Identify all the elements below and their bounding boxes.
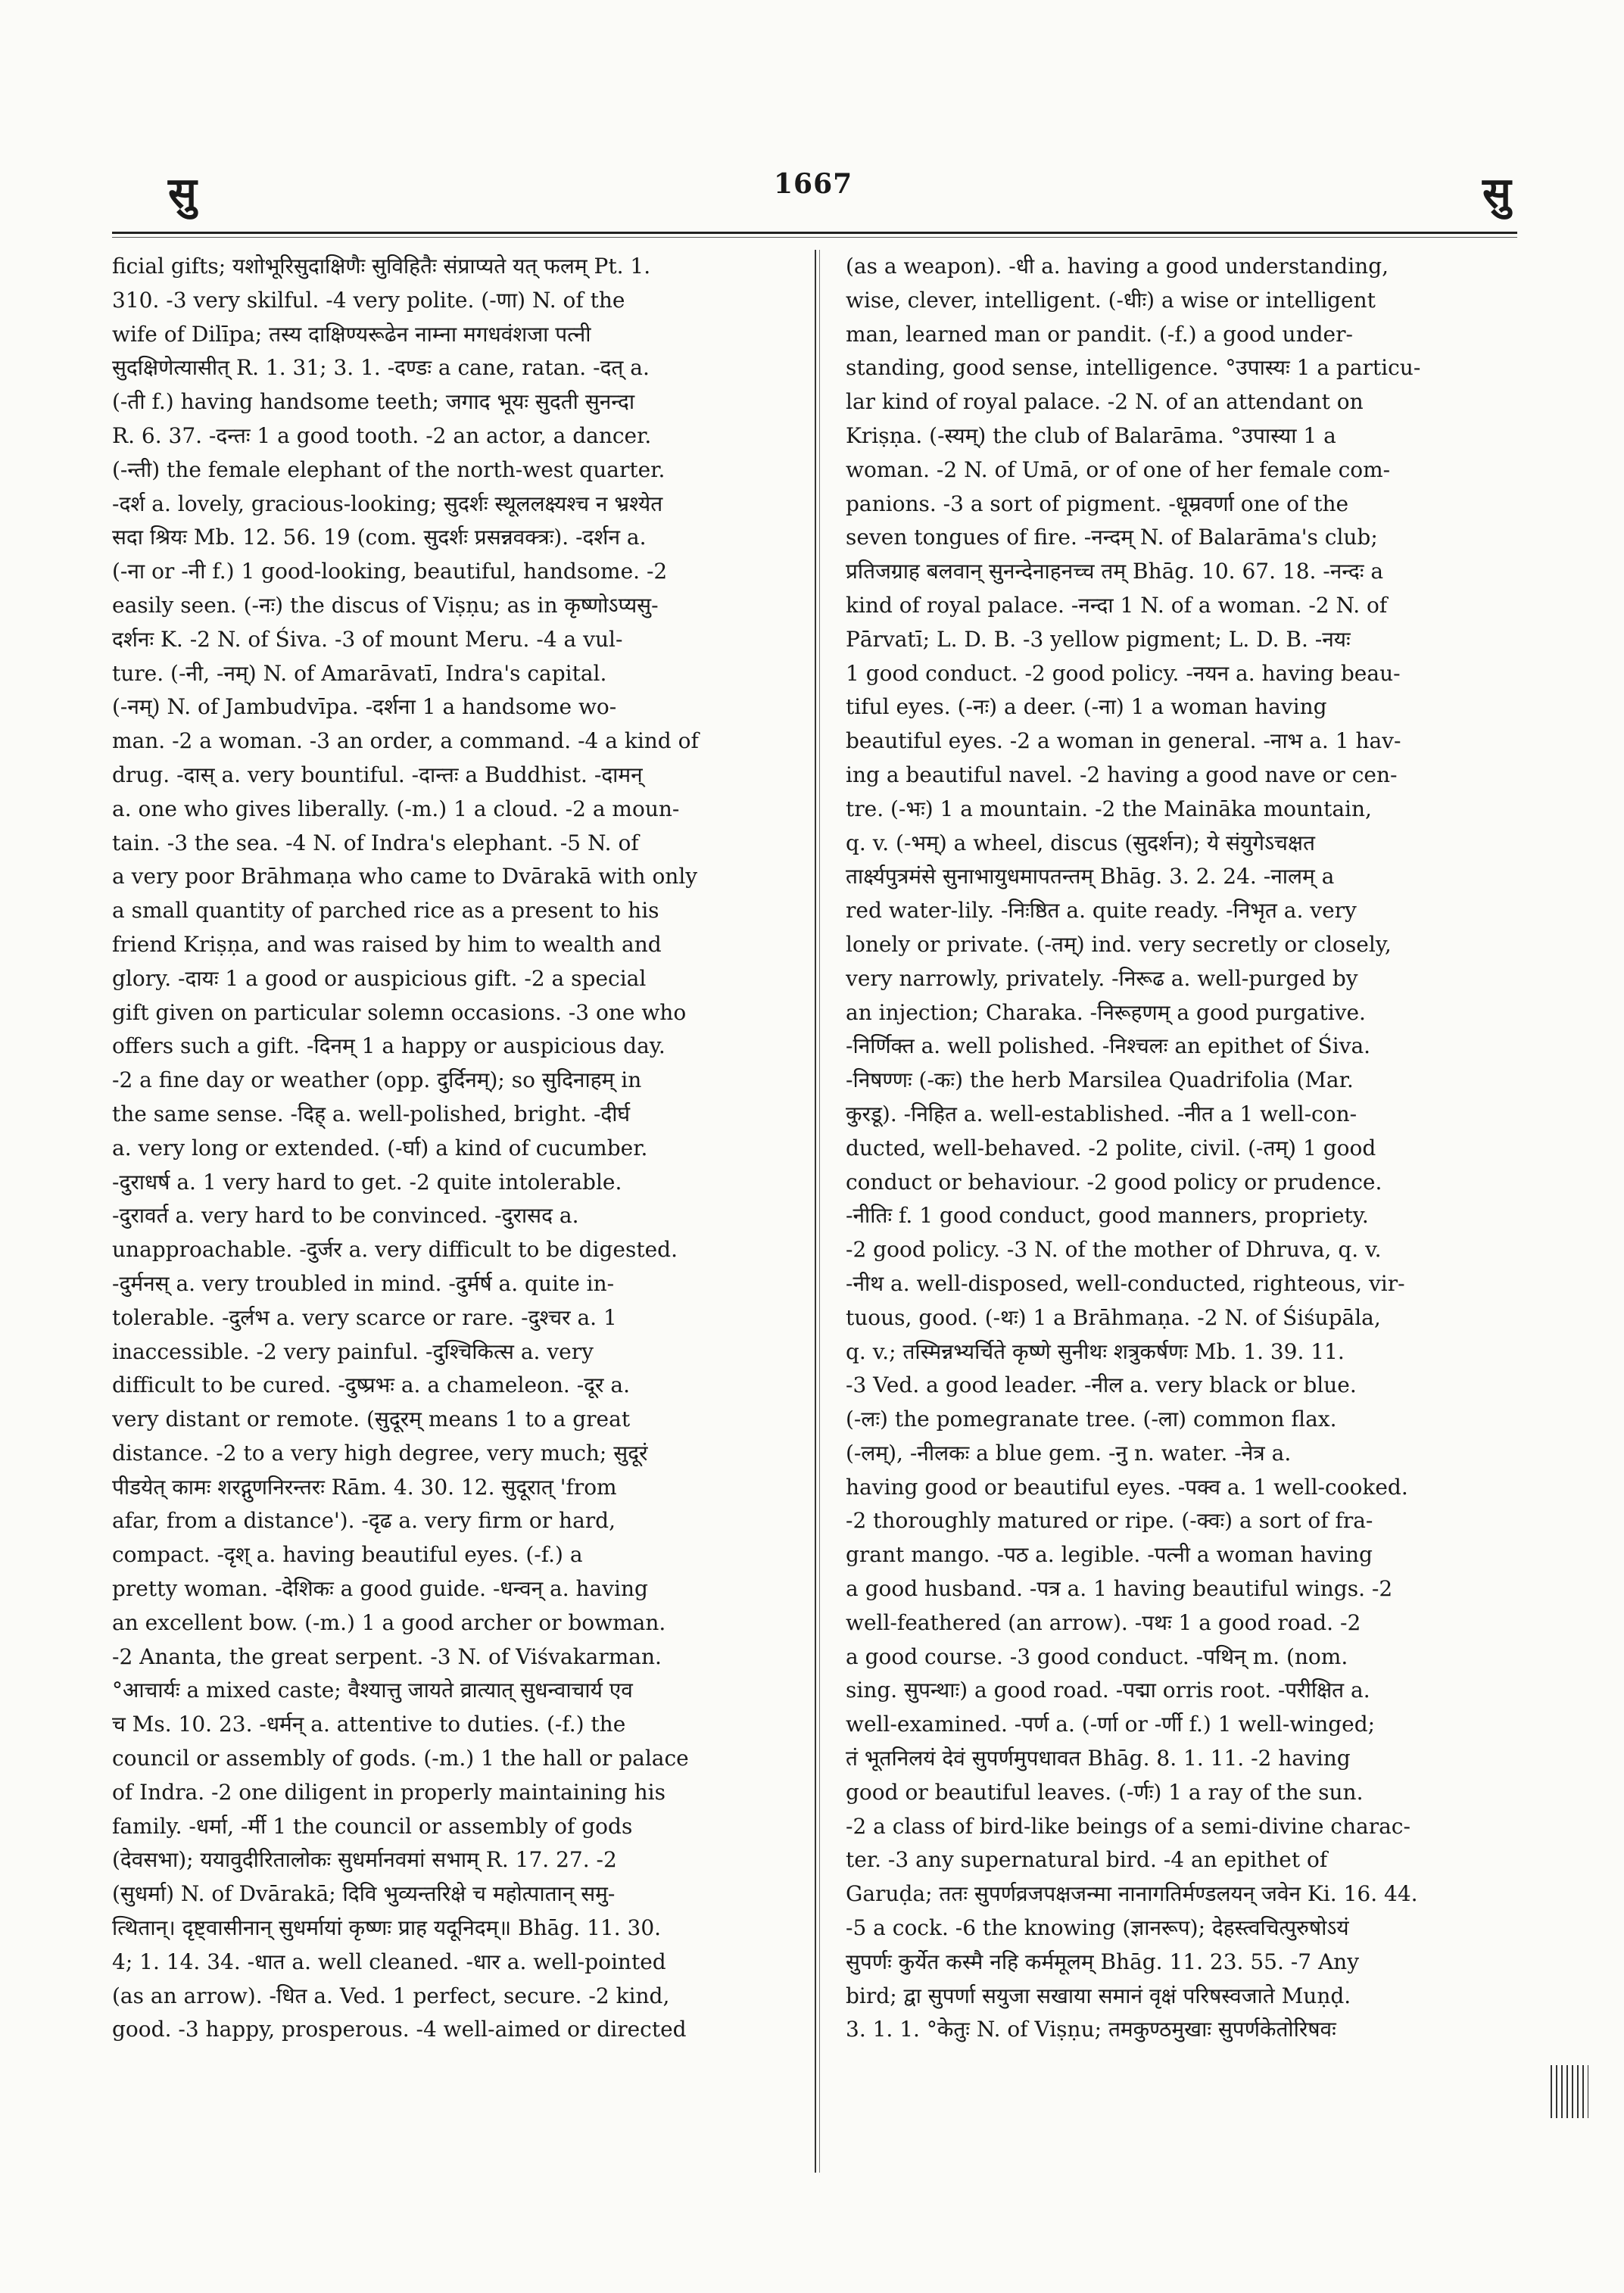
dictionary-line: a small quantity of parched rice as a present to his [112,898,659,924]
dictionary-line: त्थितान्। दृष्ट्वासीनान् सुधर्मायां कृष्णः प्राह यदूनिदम्॥ Bhāg. 11. 30. [112,1915,662,1941]
dictionary-line: -2 good policy. -3 N. of the mother of Dhruva, q. v. [846,1237,1382,1263]
dictionary-line: lonely or private. (-तम्) ind. very secretly or closely, [846,931,1392,957]
dictionary-line: प्रतिजग्राह बलवान् सुनन्देनाहनच्च तम् Bhāg. 10. 67. 18. -नन्दः a [846,559,1384,584]
right-running-head: सु [1482,168,1511,218]
dictionary-line: very narrowly, privately. -निरूढ a. well-purged by [846,965,1358,991]
dictionary-line: sing. सुपन्थाः) a good road. -पद्मा orris root. -परीक्षित a. [846,1678,1370,1703]
dictionary-line: -निषण्णः (-कः) the herb Marsilea Quadrifolia (Mar. [846,1067,1354,1093]
dictionary-line: having good or beautiful eyes. -पक्व a. 1 well-cooked. [846,1474,1408,1500]
dictionary-line: 4; 1. 14. 34. -धात a. well cleaned. -धार a. well-pointed [112,1949,666,1974]
dictionary-line: -दर्श a. lovely, gracious-looking; सुदर्शः स्थूललक्ष्यश्च न भ्रश्येत [112,491,663,516]
dictionary-line: offers such a gift. -दिनम् 1 a happy or auspicious day. [112,1033,665,1059]
dictionary-line: -दुर्मनस् a. very troubled in mind. -दुर्मर्ष a. quite in- [112,1270,615,1296]
dictionary-line: सुदक्षिणेत्यासीत् R. 1. 31; 3. 1. -दण्डः a cane, ratan. -दत् a. [112,355,650,381]
dictionary-line: tolerable. -दुर्लभ a. very scarce or rare. -दुश्चर a. 1 [112,1304,617,1330]
dictionary-line: unapproachable. -दुर्जर a. very difficult to be digested. [112,1237,678,1263]
dictionary-line: Pārvatī; L. D. B. -3 yellow pigment; L. D. B. -नयः [846,626,1351,652]
dictionary-line: woman. -2 N. of Umā, or of one of her female com- [846,456,1391,482]
dictionary-line: -2 a fine day or weather (opp. दुर्दिनम्); so सुदिनाहम् in [112,1067,642,1093]
dictionary-line: easily seen. (-नः) the discus of Viṣṇu; as in कृष्णोऽप्यसु- [112,592,659,618]
dictionary-line: tain. -3 the sea. -4 N. of Indra's elephant. -5 N. of [112,830,639,855]
dictionary-line: red water-lily. -निःष्ठित a. quite ready. -निभृत a. very [846,898,1357,924]
dictionary-line: a good course. -3 good conduct. -पथिन् m. (nom. [846,1643,1348,1669]
dictionary-line: q. v.; तस्मिन्नभ्यर्चिते कृष्णे सुनीथः शत्रुकर्षणः Mb. 1. 39. 11. [846,1338,1345,1364]
dictionary-line: an excellent bow. (-m.) 1 a good archer or bowman. [112,1609,666,1635]
dictionary-line: bird; द्वा सुपर्णा सयुजा सखाया समानं वृक्षं परिषस्वजाते Muṇḍ. [846,1983,1351,2008]
header-rule-thin [112,237,1517,238]
dictionary-line: of Indra. -2 one diligent in properly maintaining his [112,1779,665,1805]
dictionary-line: inaccessible. -2 very painful. -दुश्चिकित्स a. very [112,1338,594,1364]
right-column [846,250,1516,2165]
dictionary-line: (देवसभा); ययावुदीरितालोकः सुधर्मानवमां सभाम् R. 17. 27. -2 [112,1847,617,1873]
dictionary-line: (-ती f.) having handsome teeth; जगाद भूयः सुदती सुनन्दा [112,389,635,415]
dictionary-line: ture. (-नी, -नम्) N. of Amarāvatī, Indra's capital. [112,660,607,686]
dictionary-line: -3 Ved. a good leader. -नील a. very black or blue. [846,1372,1357,1398]
column-divider [815,250,816,2173]
dictionary-line: Garuḍa; ततः सुपर्णव्रजपक्षजन्मा नानागतिर्मण्डलयन् जवेन Ki. 16. 44. [846,1881,1418,1907]
dictionary-line: 3. 1. 1. °केतुः N. of Viṣṇu; तमकुण्ठमुखाः सुपर्णकेतोरिषवः [846,2017,1336,2042]
dictionary-line: panions. -3 a sort of pigment. -धूम्रवर्णा one of the [846,491,1349,516]
dictionary-line: -2 thoroughly matured or ripe. (-क्वः) a sort of fra- [846,1508,1373,1534]
dictionary-line: सुपर्णः कुर्येत कस्मै नहि कर्ममूलम् Bhāg. 11. 23. 55. -7 Any [846,1949,1360,1974]
dictionary-line: council or assembly of gods. (-m.) 1 the hall or palace [112,1746,689,1771]
dictionary-line: कुरडू). -निहित a. well-established. -नीत a 1 well-con- [846,1101,1357,1126]
dictionary-line: -2 a class of bird-like beings of a semi-divine charac- [846,1813,1410,1839]
column-divider-thin [819,250,820,2173]
dictionary-line: Kriṣṇa. (-स्यम्) the club of Balarāma. °उपास्या 1 a [846,422,1336,448]
dictionary-line: friend Kriṣṇa, and was raised by him to wealth and [112,931,662,957]
dictionary-line: -नीतिः f. 1 good conduct, good manners, propriety. [846,1203,1369,1229]
dictionary-line: difficult to be cured. -दुष्प्रभः a. a chameleon. -दूर a. [112,1372,630,1398]
dictionary-line: q. v. (-भम्) a wheel, discus (सुदर्शन); ये संयुगेऽचक्षत [846,830,1315,855]
dictionary-line: family. -धर्मा, -र्मी 1 the council or assembly of gods [112,1813,633,1839]
dictionary-line: tre. (-भः) 1 a mountain. -2 the Maināka mountain, [846,796,1372,821]
dictionary-line: -दुराधर्ष a. 1 very hard to get. -2 quite intolerable. [112,1169,622,1195]
dictionary-line: gift given on particular solemn occasions. -3 one who [112,999,687,1025]
dictionary-line: (-नम्) N. of Jambudvīpa. -दर्शना 1 a handsome wo- [112,694,617,720]
dictionary-line: ing a beautiful navel. -2 having a good nave or cen- [846,762,1398,787]
dictionary-line: wife of Dilīpa; तस्य दाक्षिण्यरूढेन नाम्ना मगधवंशजा पत्नी [112,321,591,347]
dictionary-line: conduct or behaviour. -2 good policy or prudence. [846,1169,1382,1195]
dictionary-line: तं भूतनिलयं देवं सुपर्णमुपधावत Bhāg. 8. 1. 11. -2 having [846,1746,1351,1771]
dictionary-line: glory. -दायः 1 a good or auspicious gift. -2 a special [112,965,647,991]
dictionary-line: lar kind of royal palace. -2 N. of an attendant on [846,389,1364,415]
dictionary-line: well-examined. -पर्ण a. (-र्णा or -र्णी f.) 1 well-winged; [846,1712,1376,1737]
dictionary-line: a very poor Brāhmaṇa who came to Dvārakā with only [112,864,698,889]
dictionary-line: wise, clever, intelligent. (-धीः) a wise or intelligent [846,287,1376,313]
dictionary-line: tuous, good. (-थः) 1 a Brāhmaṇa. -2 N. of Śiśupāla, [846,1304,1381,1330]
dictionary-line: 310. -3 very skilful. -4 very polite. (-णा) N. of the [112,287,625,313]
dictionary-line: well-feathered (an arrow). -पथः 1 a good road. -2 [846,1609,1361,1635]
dictionary-line: -2 Ananta, the great serpent. -3 N. of Viśvakarman. [112,1643,662,1669]
dictionary-line: (सुधर्मा) N. of Dvārakā; दिवि भुव्यन्तरिक्षे च महोत्पातान् समु- [112,1881,616,1907]
dictionary-line: -दुरावर्त a. very hard to be convinced. -दुरासद a. [112,1203,579,1229]
dictionary-line: beautiful eyes. -2 a woman in general. -नाभ a. 1 hav- [846,728,1401,754]
dictionary-line: 1 good conduct. -2 good policy. -नयन a. having beau- [846,660,1401,686]
dictionary-line: an injection; Charaka. -निरूहणम् a good purgative. [846,999,1366,1025]
dictionary-line: drug. -दास् a. very bountiful. -दान्तः a Buddhist. -दामन् [112,762,643,787]
dictionary-line: a. one who gives liberally. (-m.) 1 a cloud. -2 a moun- [112,796,680,821]
tally-marks-icon [1551,2065,1588,2118]
dictionary-line: grant mango. -पठ a. legible. -पत्नी a woman having [846,1542,1373,1568]
dictionary-line: दर्शनः K. -2 N. of Śiva. -3 of mount Meru. -4 a vul- [112,626,623,652]
dictionary-line: a. very long or extended. (-र्घा) a kind of cucumber. [112,1135,648,1161]
dictionary-line: पीडयेत् कामः शरद्गुणनिरन्तरः Rām. 4. 30. 12. सुदूरात् 'from [112,1474,617,1500]
dictionary-line: ducted, well-behaved. -2 polite, civil. (-तम्) 1 good [846,1135,1376,1161]
dictionary-line: the same sense. -दिह् a. well-polished, bright. -दीर्घ [112,1101,631,1126]
dictionary-line: pretty woman. -देशिकः a good guide. -धन्वन् a. having [112,1576,648,1602]
dictionary-line: (-लः) the pomegranate tree. (-ला) common flax. [846,1407,1337,1432]
page-number: 1667 [774,168,853,200]
dictionary-line: good. -3 happy, prosperous. -4 well-aimed or directed [112,2017,687,2042]
dictionary-line: tiful eyes. (-नः) a deer. (-ना) 1 a woman having [846,694,1327,720]
dictionary-line: ter. -3 any supernatural bird. -4 an epithet of [846,1847,1328,1873]
dictionary-line: (as a weapon). -धी a. having a good understanding, [846,254,1389,279]
dictionary-line: (-लम्), -नीलकः a blue gem. -नु n. water. -नेत्र a. [846,1440,1292,1466]
dictionary-line: good or beautiful leaves. (-र्णः) 1 a ray of the sun. [846,1779,1364,1805]
dictionary-line: तार्क्ष्यपुत्रमंसे सुनाभायुधमापतन्तम् Bhāg. 3. 2. 24. -नालम् a [846,864,1335,889]
dictionary-line: man, learned man or pandit. (-f.) a good under- [846,321,1353,347]
dictionary-line: -निर्णिक्त a. well polished. -निश्चलः an epithet of Śiva. [846,1033,1371,1059]
dictionary-line: standing, good sense, intelligence. °उपास्यः 1 a particu- [846,355,1421,381]
dictionary-line: °आचार्यः a mixed caste; वैश्यात्तु जायते व्रात्यात् सुधन्वाचार्य एव [112,1678,633,1703]
dictionary-line: -नीथ a. well-disposed, well-conducted, righteous, vir- [846,1270,1405,1296]
dictionary-line: very distant or remote. (सुदूरम् means 1 to a great [112,1407,631,1432]
dictionary-line: (-ना or -नी f.) 1 good-looking, beautiful, handsome. -2 [112,559,668,584]
dictionary-line: ficial gifts; यशोभूरिसुदाक्षिणैः सुविहितैः संप्राप्यते यत् फलम् Pt. 1. [112,254,651,279]
dictionary-line: (as an arrow). -धित a. Ved. 1 perfect, secure. -2 kind, [112,1983,670,2008]
dictionary-line: -5 a cock. -6 the knowing (ज्ञानरूप); देहस्त्वचित्पुरुषोऽयं [846,1915,1349,1941]
dictionary-line: compact. -दृश् a. having beautiful eyes. (-f.) a [112,1542,583,1568]
dictionary-line: सदा श्रियः Mb. 12. 56. 19 (com. सुदर्शः प्रसन्नवक्त्रः). -दर्शन a. [112,525,647,550]
dictionary-line: च Ms. 10. 23. -धर्मन् a. attentive to duties. (-f.) the [112,1712,626,1737]
dictionary-line: R. 6. 37. -दन्तः 1 a good tooth. -2 an actor, a dancer. [112,422,652,448]
left-column [112,250,786,2165]
dictionary-line: a good husband. -पत्र a. 1 having beautiful wings. -2 [846,1576,1393,1602]
dictionary-line: man. -2 a woman. -3 an order, a command. -4 a kind of [112,728,699,754]
header-rule [112,232,1517,234]
dictionary-line: afar, from a distance'). -दृढ a. very firm or hard, [112,1508,616,1534]
page-header [0,0,1624,242]
dictionary-line: seven tongues of fire. -नन्दम् N. of Balarāma's club; [846,525,1378,550]
dictionary-line: kind of royal palace. -नन्दा 1 N. of a woman. -2 N. of [846,592,1388,618]
dictionary-line: (-न्ती) the female elephant of the north-west quarter. [112,456,665,482]
dictionary-line: distance. -2 to a very high degree, very much; सुदूरं [112,1440,648,1466]
left-running-head: सु [168,168,197,218]
